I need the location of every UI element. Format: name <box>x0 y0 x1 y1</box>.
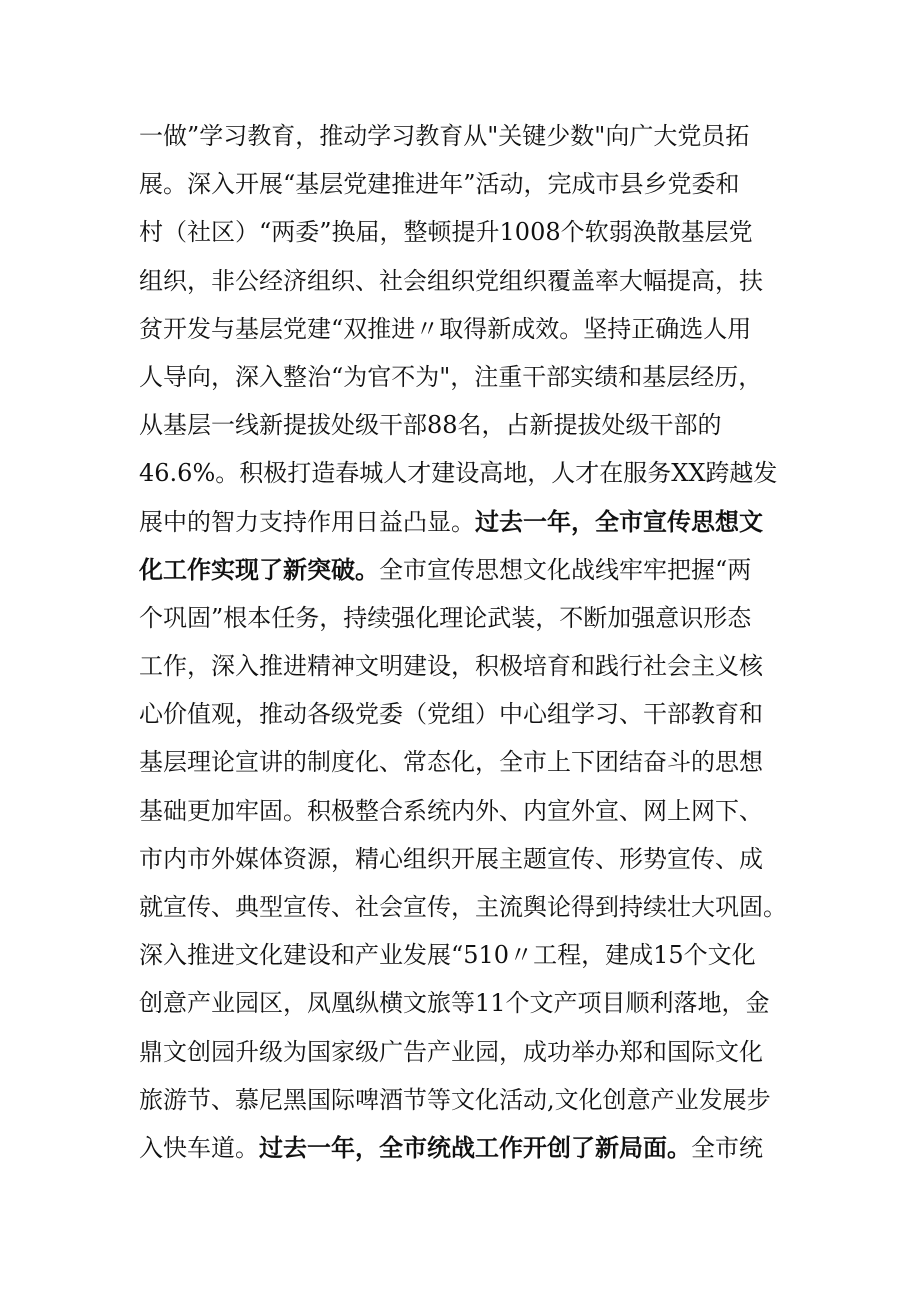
text-segment: 展。深入开展“基层党建推进年”活动，完成市县乡党委和 <box>139 170 740 199</box>
text-line <box>139 787 799 835</box>
text-segment: 展中的智力支持作用日益凸显。 <box>139 507 475 536</box>
text-segment: 市内市外媒体资源，精心组织开展主题宣传、形势宣传、成 <box>139 844 763 873</box>
text-line <box>139 738 799 786</box>
text-line <box>139 594 799 642</box>
text-line <box>139 449 799 497</box>
text-segment: 基层理论宣讲的制度化、常态化，全市上下团结奋斗的思想 <box>139 748 763 777</box>
text-line <box>139 642 799 690</box>
text-segment: 旅游节、慕尼黑国际啤酒节等文化活动,文化创意产业发展步 <box>139 1085 771 1114</box>
text-segment: 基础更加牢固。积极整合系统内外、内宣外宣、网上网下、 <box>139 796 763 825</box>
text-segment: 心价值观，推动各级党委（党组）中心组学习、干部教育和 <box>139 700 763 729</box>
text-line <box>139 1076 799 1124</box>
text-line <box>139 835 799 883</box>
text-segment: 个巩固”根本任务，持续强化理论武装，不断加强意识形态 <box>139 603 752 632</box>
text-line <box>139 1028 799 1076</box>
text-segment: 就宣传、典型宣传、社会宣传，主流舆论得到持续壮大巩固。 <box>139 893 787 921</box>
text-line <box>139 257 799 305</box>
text-line <box>139 305 799 353</box>
text-line <box>139 353 799 401</box>
text-segment: 创意产业园区，凤凰纵横文旅等11个文产项目顺利落地，金 <box>139 989 770 1018</box>
text-line <box>139 979 799 1027</box>
text-segment: 鼎文创园升级为国家级广告产业园，成功举办郑和国际文化 <box>139 1037 763 1066</box>
text-segment: 工作，深入推进精神文明建设，积极培育和践行社会主义核 <box>139 652 763 681</box>
text-line <box>139 931 799 979</box>
text-line <box>139 1124 799 1172</box>
text-line <box>139 112 799 160</box>
text-line <box>139 208 799 256</box>
body-text <box>139 112 799 1172</box>
text-segment: 深入推进文化建设和产业发展“510〃工程，建成15个文化 <box>139 941 756 970</box>
text-segment: 从基层一线新提拔处级干部88名，占新提拔处级干部的 <box>139 411 722 440</box>
text-segment: 贫开发与基层党建“双推进〃取得新成效。坚持正确选人用 <box>139 314 752 343</box>
text-segment: 一做”学习教育，推动学习教育从"关键少数"向广大党员拓 <box>139 122 750 150</box>
text-line <box>139 160 799 208</box>
text-segment: 全市宣传思想文化战线牢牢把握“两 <box>379 555 752 584</box>
text-line <box>139 883 799 931</box>
text-line <box>139 401 799 449</box>
text-segment: 入快车道。 <box>139 1133 259 1162</box>
text-line <box>139 690 799 738</box>
text-segment: 46.6%。积极打造春城人才建设高地，人才在服务XX跨越发 <box>139 459 778 488</box>
text-segment: 全市统 <box>691 1133 763 1162</box>
text-segment: 组织，非公经济组织、社会组织党组织覆盖率大幅提高，扶 <box>139 266 763 295</box>
bold-heading-segment: 过去一年，全市宣传思想文 <box>475 507 763 536</box>
bold-heading-segment: 过去一年，全市统战工作开创了新局面。 <box>259 1133 691 1162</box>
text-segment: 村（社区）“两委”换届，整顿提升1008个软弱涣散基层党 <box>139 218 753 247</box>
bold-heading-segment: 化工作实现了新突破。 <box>139 555 379 584</box>
text-line <box>139 498 799 546</box>
text-segment: 人导向，深入整治“为官不为"，注重干部实绩和基层经历， <box>139 362 763 391</box>
text-line <box>139 546 799 594</box>
